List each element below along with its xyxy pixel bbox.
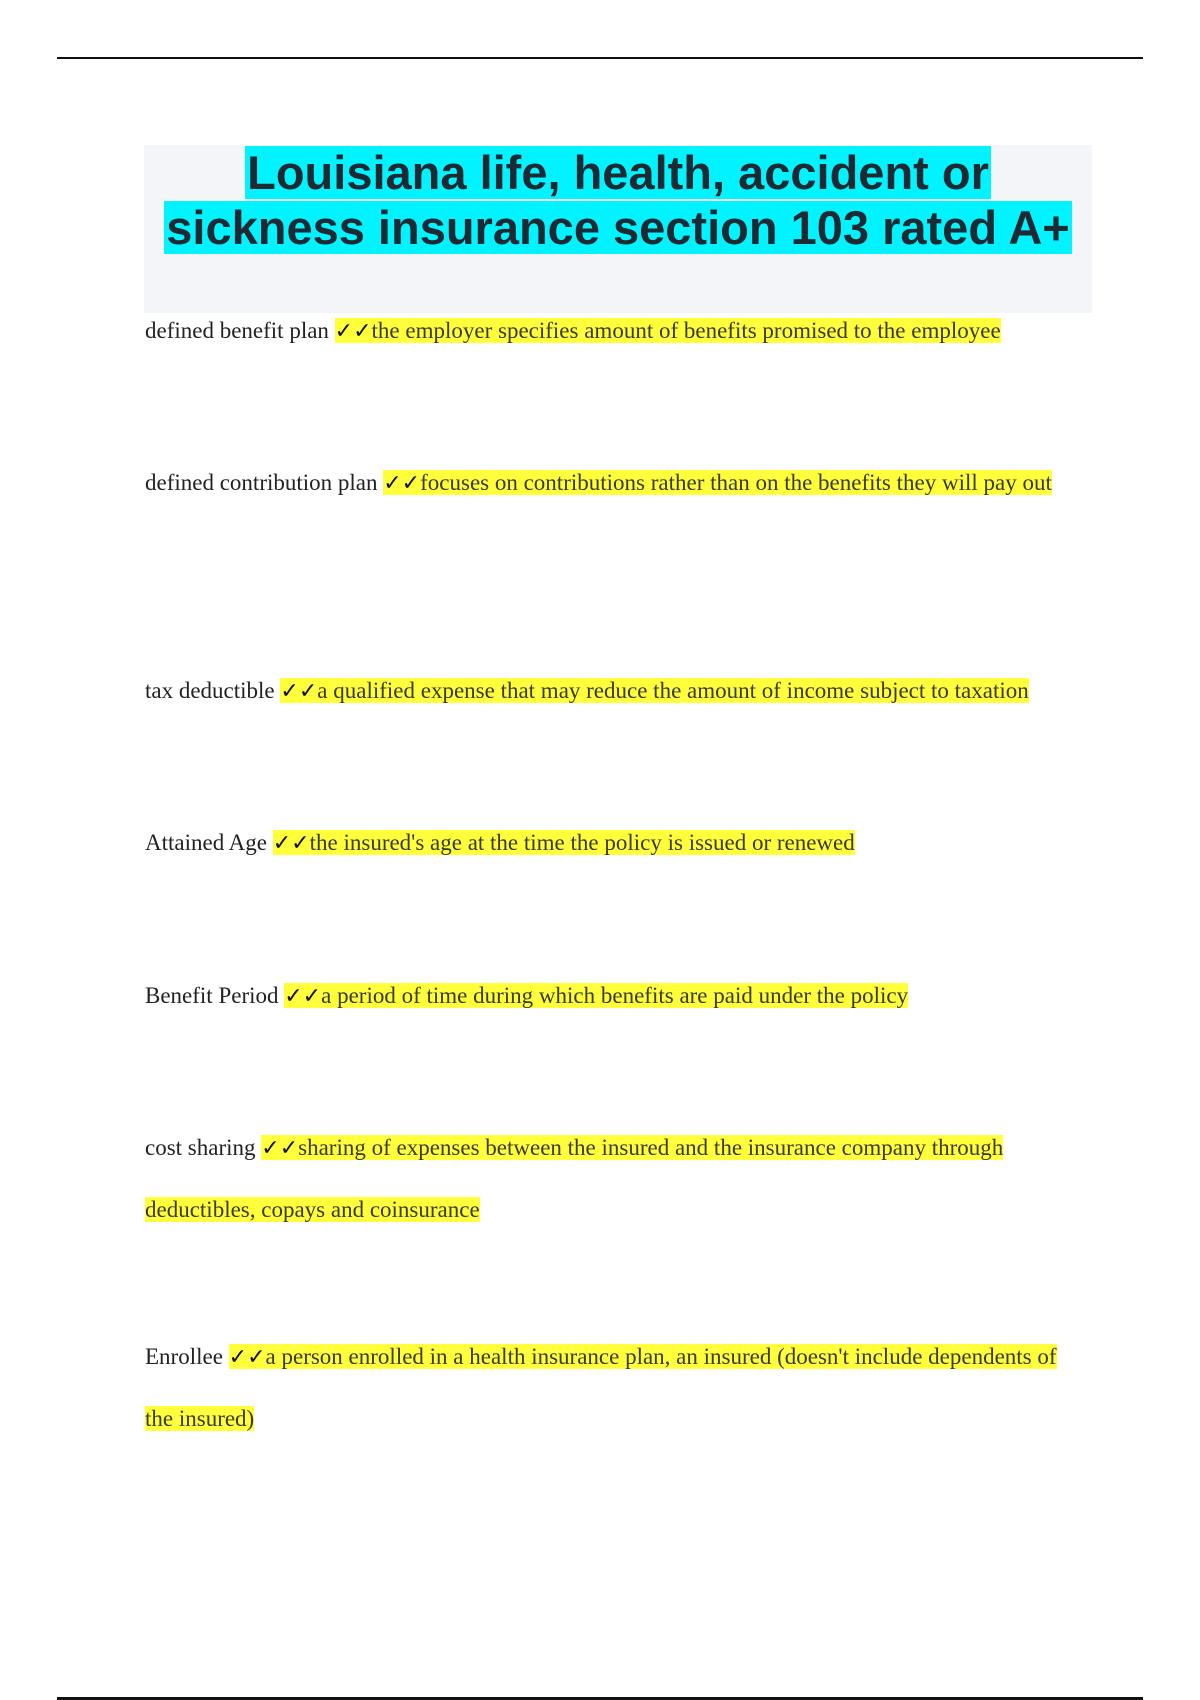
title-text-1: Louisiana life, health, accident or	[247, 146, 989, 199]
definition-text: the insured's age at the time the policy is issued or renewed	[309, 830, 855, 855]
definition	[383, 470, 1052, 495]
check-mark-icon: ✓✓	[272, 831, 310, 856]
definition	[145, 1135, 1003, 1222]
definition-text: the employer specifies amount of benefits promised to the employee	[371, 318, 1001, 343]
top-rule	[57, 57, 1143, 59]
title-line-2	[144, 200, 1092, 255]
check-mark-icon: ✓✓	[383, 471, 421, 496]
term: cost sharing	[145, 1135, 256, 1160]
definition-text: focuses on contributions rather than on the benefits they will pay out	[420, 470, 1052, 495]
term: tax deductible	[145, 678, 275, 703]
entry-cost-sharing	[145, 1117, 1080, 1240]
term: Benefit Period	[145, 983, 279, 1008]
definition	[280, 678, 1028, 703]
definition	[273, 830, 855, 855]
check-mark-icon: ✓✓	[228, 1345, 266, 1370]
definition	[284, 983, 908, 1008]
definition-text: a person enrolled in a health insurance plan, an insured (doesn't include dependents of the insured)	[145, 1344, 1057, 1431]
definition-text: a period of time during which benefits are paid under the policy	[321, 983, 909, 1008]
entry-enrollee	[145, 1326, 1080, 1449]
entry-defined-benefit-plan	[145, 300, 1080, 362]
title-line-1	[144, 145, 1092, 200]
term: Enrollee	[145, 1344, 223, 1369]
definition-text: sharing of expenses between the insured and the insurance company through deductibles, copays and coinsurance	[145, 1135, 1004, 1222]
check-mark-icon: ✓✓	[284, 984, 322, 1009]
term: defined benefit plan	[145, 318, 329, 343]
definition	[145, 1344, 1057, 1431]
title-text-2: sickness insurance section 103 rated A+	[166, 201, 1070, 254]
definition	[335, 318, 1001, 343]
check-mark-icon: ✓✓	[261, 1136, 299, 1161]
definition-text: a qualified expense that may reduce the amount of income subject to taxation	[317, 678, 1029, 703]
term: Attained Age	[145, 830, 267, 855]
check-mark-icon: ✓✓	[280, 679, 318, 704]
term: defined contribution plan	[145, 470, 378, 495]
entry-benefit-period	[145, 965, 1080, 1027]
title-block	[144, 145, 1092, 313]
entry-tax-deductible	[145, 660, 1080, 722]
entry-attained-age	[145, 812, 1080, 874]
check-mark-icon: ✓✓	[334, 319, 372, 344]
entry-defined-contribution-plan	[145, 452, 1080, 514]
